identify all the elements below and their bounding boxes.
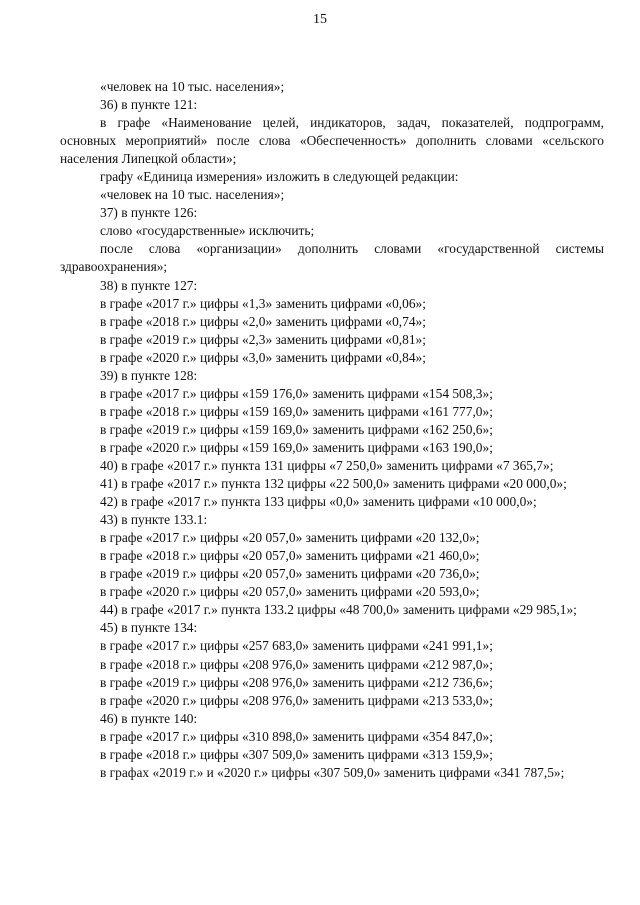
paragraph: в графе «2020 г.» цифры «159 169,0» заменить цифрами «163 190,0»; <box>100 439 493 455</box>
paragraph: 45) в пункте 134: <box>100 620 198 636</box>
paragraph: 41) в графе «2017 г.» пункта 132 цифры «22 500,0» заменить цифрами «20 000,0»; <box>100 476 567 492</box>
paragraph: 46) в пункте 140: <box>100 710 198 726</box>
paragraph: после слова «организации» дополнить словами «государственной системы здравоохранения»; <box>60 241 604 275</box>
paragraph: в графе «2018 г.» цифры «307 509,0» заменить цифрами «313 159,9»; <box>100 746 493 762</box>
paragraph: в графе «2017 г.» цифры «310 898,0» заменить цифрами «354 847,0»; <box>100 728 493 744</box>
paragraph: в графе «2019 г.» цифры «20 057,0» заменить цифрами «20 736,0»; <box>100 566 480 582</box>
paragraph: в графе «2020 г.» цифры «3,0» заменить цифрами «0,84»; <box>100 349 426 365</box>
paragraph: в графах «2019 г.» и «2020 г.» цифры «307 509,0» заменить цифрами «341 787,5»; <box>100 764 565 780</box>
paragraph: «человек на 10 тыс. населения»; <box>100 187 285 203</box>
paragraph: в графе «2017 г.» цифры «20 057,0» заменить цифрами «20 132,0»; <box>100 530 480 546</box>
document-body <box>60 78 604 782</box>
paragraph: в графе «2020 г.» цифры «208 976,0» заменить цифрами «213 533,0»; <box>100 692 493 708</box>
paragraph: слово «государственные» исключить; <box>100 223 315 239</box>
paragraph: 44) в графе «2017 г.» пункта 133.2 цифры «48 700,0» заменить цифрами «29 985,1»; <box>100 602 577 618</box>
paragraph: 38) в пункте 127: <box>100 277 198 293</box>
paragraph: в графе «2018 г.» цифры «159 169,0» заменить цифрами «161 777,0»; <box>100 403 493 419</box>
paragraph: 37) в пункте 126: <box>100 205 198 221</box>
paragraph: в графе «2017 г.» цифры «1,3» заменить цифрами «0,06»; <box>100 295 426 311</box>
paragraph: в графе «2019 г.» цифры «159 169,0» заменить цифрами «162 250,6»; <box>100 421 493 437</box>
paragraph: 36) в пункте 121: <box>100 97 198 113</box>
page-number: 15 <box>313 12 327 27</box>
paragraph: в графе «2019 г.» цифры «208 976,0» заменить цифрами «212 736,6»; <box>100 674 493 690</box>
paragraph: 39) в пункте 128: <box>100 367 198 383</box>
paragraph: в графе «2018 г.» цифры «20 057,0» заменить цифрами «21 460,0»; <box>100 548 480 564</box>
paragraph: в графе «2018 г.» цифры «2,0» заменить цифрами «0,74»; <box>100 313 426 329</box>
paragraph: в графе «2019 г.» цифры «2,3» заменить цифрами «0,81»; <box>100 331 426 347</box>
paragraph: 40) в графе «2017 г.» пункта 131 цифры «7 250,0» заменить цифрами «7 365,7»; <box>100 457 554 473</box>
paragraph: 43) в пункте 133.1: <box>100 512 208 528</box>
paragraph: в графе «Наименование целей, индикаторов, задач, показателей, подпрограмм, основных мероприятий» после слова «Обеспеченность» дополнить словами «сельского населения Липецкой области»; <box>60 115 604 167</box>
paragraph: в графе «2017 г.» цифры «257 683,0» заменить цифрами «241 991,1»; <box>100 638 493 654</box>
paragraph: в графе «2020 г.» цифры «20 057,0» заменить цифрами «20 593,0»; <box>100 584 480 600</box>
paragraph: графу «Единица измерения» изложить в следующей редакции: <box>100 169 459 185</box>
paragraph: «человек на 10 тыс. населения»; <box>100 79 285 94</box>
paragraph: в графе «2018 г.» цифры «208 976,0» заменить цифрами «212 987,0»; <box>100 656 493 672</box>
paragraph: в графе «2017 г.» цифры «159 176,0» заменить цифрами «154 508,3»; <box>100 385 493 401</box>
paragraph: 42) в графе «2017 г.» пункта 133 цифры «0,0» заменить цифрами «10 000,0»; <box>100 494 537 510</box>
